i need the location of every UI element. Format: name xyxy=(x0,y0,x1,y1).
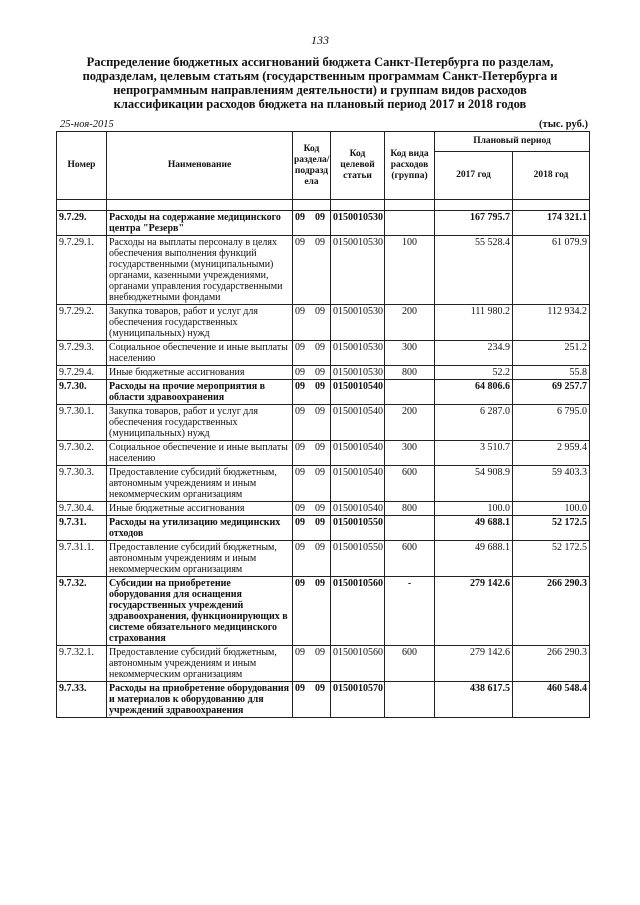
subsection-code: 09 xyxy=(315,381,325,392)
row-amount-2018: 112 934.2 xyxy=(513,305,590,341)
row-amount-2017: 64 806.6 xyxy=(435,380,513,405)
row-name: Предоставление субсидий бюджетным, автономным учреждениям и иным некоммерческим организациям xyxy=(107,646,293,682)
row-article-code: 0150010530 xyxy=(331,305,385,341)
section-code: 09 xyxy=(295,503,305,514)
row-section-code xyxy=(293,502,331,516)
section-code: 09 xyxy=(295,517,305,528)
row-amount-2017: 54 908.9 xyxy=(435,466,513,502)
header-name: Наименование xyxy=(107,132,293,200)
row-amount-2018: 69 257.7 xyxy=(513,380,590,405)
row-name: Расходы на утилизацию медицинских отходов xyxy=(107,516,293,541)
row-section-code xyxy=(293,405,331,441)
row-article-code: 0150010540 xyxy=(331,502,385,516)
table-row xyxy=(57,405,590,441)
section-code: 09 xyxy=(295,442,305,453)
row-type-code: 100 xyxy=(385,236,435,305)
table-row xyxy=(57,305,590,341)
unit-label: (тыс. руб.) xyxy=(539,119,588,130)
row-amount-2017: 49 688.1 xyxy=(435,541,513,577)
subsection-code: 09 xyxy=(315,467,325,478)
subsection-code: 09 xyxy=(315,517,325,528)
header-2017: 2017 год xyxy=(435,152,513,200)
row-section-code xyxy=(293,541,331,577)
row-type-code xyxy=(385,380,435,405)
row-section-code xyxy=(293,305,331,341)
row-amount-2017: 279 142.6 xyxy=(435,646,513,682)
row-type-code: 600 xyxy=(385,466,435,502)
row-number: 9.7.30.4. xyxy=(57,502,107,516)
header-type: Код вида расходов (группа) xyxy=(385,132,435,200)
row-amount-2018: 55.8 xyxy=(513,366,590,380)
row-name: Социальное обеспечение и иные выплаты населению xyxy=(107,341,293,366)
row-article-code: 0150010570 xyxy=(331,682,385,718)
row-section-code xyxy=(293,211,331,236)
table-row xyxy=(57,577,590,646)
row-amount-2017: 111 980.2 xyxy=(435,305,513,341)
table-row xyxy=(57,236,590,305)
row-article-code: 0150010530 xyxy=(331,236,385,305)
row-type-code: 800 xyxy=(385,366,435,380)
row-amount-2017: 100.0 xyxy=(435,502,513,516)
row-name: Социальное обеспечение и иные выплаты населению xyxy=(107,441,293,466)
row-type-code: 200 xyxy=(385,305,435,341)
section-code: 09 xyxy=(295,342,305,353)
row-name: Закупка товаров, работ и услуг для обеспечения государственных (муниципальных) нужд xyxy=(107,405,293,441)
row-name: Закупка товаров, работ и услуг для обеспечения государственных (муниципальных) нужд xyxy=(107,305,293,341)
subsection-code: 09 xyxy=(315,683,325,694)
row-type-code: 800 xyxy=(385,502,435,516)
row-amount-2018: 52 172.5 xyxy=(513,516,590,541)
subsection-code: 09 xyxy=(315,503,325,514)
row-amount-2018: 6 795.0 xyxy=(513,405,590,441)
table-row xyxy=(57,441,590,466)
row-type-code: 200 xyxy=(385,405,435,441)
row-section-code xyxy=(293,682,331,718)
section-code: 09 xyxy=(295,683,305,694)
row-section-code xyxy=(293,577,331,646)
row-name: Субсидии на приобретение оборудования для оснащения государственных учреждений здравоохранения, функционирующих в системе обязательного медицинского страхования xyxy=(107,577,293,646)
section-code: 09 xyxy=(295,367,305,378)
row-type-code: - xyxy=(385,577,435,646)
table-row xyxy=(57,366,590,380)
row-article-code: 0150010540 xyxy=(331,405,385,441)
row-name: Предоставление субсидий бюджетным, автономным учреждениям и иным некоммерческим организациям xyxy=(107,466,293,502)
row-section-code xyxy=(293,466,331,502)
row-number: 9.7.31. xyxy=(57,516,107,541)
table-row xyxy=(57,682,590,718)
subsection-code: 09 xyxy=(315,237,325,248)
row-number: 9.7.29.3. xyxy=(57,341,107,366)
section-code: 09 xyxy=(295,467,305,478)
row-number: 9.7.30.2. xyxy=(57,441,107,466)
row-type-code xyxy=(385,211,435,236)
section-code: 09 xyxy=(295,406,305,417)
table-row xyxy=(57,211,590,236)
row-type-code: 600 xyxy=(385,646,435,682)
row-amount-2017: 49 688.1 xyxy=(435,516,513,541)
row-amount-2018: 460 548.4 xyxy=(513,682,590,718)
section-code: 09 xyxy=(295,578,305,589)
table-row xyxy=(57,502,590,516)
row-section-code xyxy=(293,366,331,380)
row-section-code xyxy=(293,380,331,405)
row-type-code: 600 xyxy=(385,541,435,577)
row-amount-2018: 266 290.3 xyxy=(513,646,590,682)
header-number: Номер xyxy=(57,132,107,200)
row-type-code: 300 xyxy=(385,341,435,366)
row-number: 9.7.29.1. xyxy=(57,236,107,305)
row-amount-2017: 6 287.0 xyxy=(435,405,513,441)
row-name: Иные бюджетные ассигнования xyxy=(107,502,293,516)
document-date: 25-ноя-2015 xyxy=(60,119,114,130)
subsection-code: 09 xyxy=(315,442,325,453)
row-amount-2018: 2 959.4 xyxy=(513,441,590,466)
row-number: 9.7.32. xyxy=(57,577,107,646)
row-name: Расходы на приобретение оборудования и материалов к оборудованию для учреждений здравоохранения xyxy=(107,682,293,718)
row-type-code xyxy=(385,682,435,718)
row-article-code: 0150010550 xyxy=(331,541,385,577)
table-row xyxy=(57,380,590,405)
table-row xyxy=(57,646,590,682)
row-amount-2017: 55 528.4 xyxy=(435,236,513,305)
row-section-code xyxy=(293,441,331,466)
row-name: Расходы на выплаты персоналу в целях обеспечения выполнения функций государственными (муниципальными) органами, казенными учреждениями, органами управления государственными внебюджетными фондами xyxy=(107,236,293,305)
row-amount-2017: 234.9 xyxy=(435,341,513,366)
row-amount-2018: 266 290.3 xyxy=(513,577,590,646)
row-amount-2017: 438 617.5 xyxy=(435,682,513,718)
row-number: 9.7.29.2. xyxy=(57,305,107,341)
subsection-code: 09 xyxy=(315,212,325,223)
table-row xyxy=(57,466,590,502)
section-code: 09 xyxy=(295,237,305,248)
subsection-code: 09 xyxy=(315,306,325,317)
row-article-code: 0150010540 xyxy=(331,380,385,405)
subsection-code: 09 xyxy=(315,578,325,589)
row-number: 9.7.29.4. xyxy=(57,366,107,380)
section-code: 09 xyxy=(295,381,305,392)
row-number: 9.7.30.3. xyxy=(57,466,107,502)
row-name: Расходы на содержание медицинского центра "Резерв" xyxy=(107,211,293,236)
table-row xyxy=(57,341,590,366)
header-section: Код раздела/ подразд ела xyxy=(293,132,331,200)
subsection-code: 09 xyxy=(315,367,325,378)
table-row xyxy=(57,541,590,577)
row-number: 9.7.30.1. xyxy=(57,405,107,441)
row-number: 9.7.32.1. xyxy=(57,646,107,682)
budget-table xyxy=(56,131,590,718)
row-article-code: 0150010550 xyxy=(331,516,385,541)
row-amount-2018: 52 172.5 xyxy=(513,541,590,577)
table-row xyxy=(57,516,590,541)
row-name: Предоставление субсидий бюджетным, автономным учреждениям и иным некоммерческим организациям xyxy=(107,541,293,577)
page-number: 133 xyxy=(311,33,329,47)
row-number: 9.7.30. xyxy=(57,380,107,405)
row-section-code xyxy=(293,341,331,366)
row-amount-2017: 167 795.7 xyxy=(435,211,513,236)
row-article-code: 0150010560 xyxy=(331,646,385,682)
row-section-code xyxy=(293,236,331,305)
row-amount-2018: 100.0 xyxy=(513,502,590,516)
header-article: Код целевой статьи xyxy=(331,132,385,200)
document-title: Распределение бюджетных ассигнований бюджета Санкт-Петербурга по разделам, подразделам, целевым статьям (государственным программам Санкт-Петербурга и непрограммным направлениям деятельности) и группам видов расходов классификации расходов бюджета на плановый период 2017 и 2018 годов xyxy=(82,55,558,111)
row-article-code: 0150010530 xyxy=(331,366,385,380)
row-name: Расходы на прочие мероприятия в области здравоохранения xyxy=(107,380,293,405)
row-number: 9.7.29. xyxy=(57,211,107,236)
section-code: 09 xyxy=(295,647,305,658)
row-type-code xyxy=(385,516,435,541)
section-code: 09 xyxy=(295,212,305,223)
row-article-code: 0150010540 xyxy=(331,466,385,502)
row-article-code: 0150010560 xyxy=(331,577,385,646)
subsection-code: 09 xyxy=(315,406,325,417)
row-amount-2018: 59 403.3 xyxy=(513,466,590,502)
row-amount-2017: 3 510.7 xyxy=(435,441,513,466)
table-body xyxy=(57,211,590,718)
row-amount-2018: 251.2 xyxy=(513,341,590,366)
header-planned-period: Плановый период xyxy=(435,132,590,152)
row-name: Иные бюджетные ассигнования xyxy=(107,366,293,380)
header-2018: 2018 год xyxy=(513,152,590,200)
subsection-code: 09 xyxy=(315,542,325,553)
row-section-code xyxy=(293,516,331,541)
row-section-code xyxy=(293,646,331,682)
subsection-code: 09 xyxy=(315,342,325,353)
row-number: 9.7.31.1. xyxy=(57,541,107,577)
row-article-code: 0150010530 xyxy=(331,341,385,366)
section-code: 09 xyxy=(295,306,305,317)
row-amount-2018: 174 321.1 xyxy=(513,211,590,236)
row-amount-2018: 61 079.9 xyxy=(513,236,590,305)
row-article-code: 0150010540 xyxy=(331,441,385,466)
row-amount-2017: 279 142.6 xyxy=(435,577,513,646)
row-number: 9.7.33. xyxy=(57,682,107,718)
section-code: 09 xyxy=(295,542,305,553)
subsection-code: 09 xyxy=(315,647,325,658)
row-amount-2017: 52.2 xyxy=(435,366,513,380)
row-article-code: 0150010530 xyxy=(331,211,385,236)
row-type-code: 300 xyxy=(385,441,435,466)
